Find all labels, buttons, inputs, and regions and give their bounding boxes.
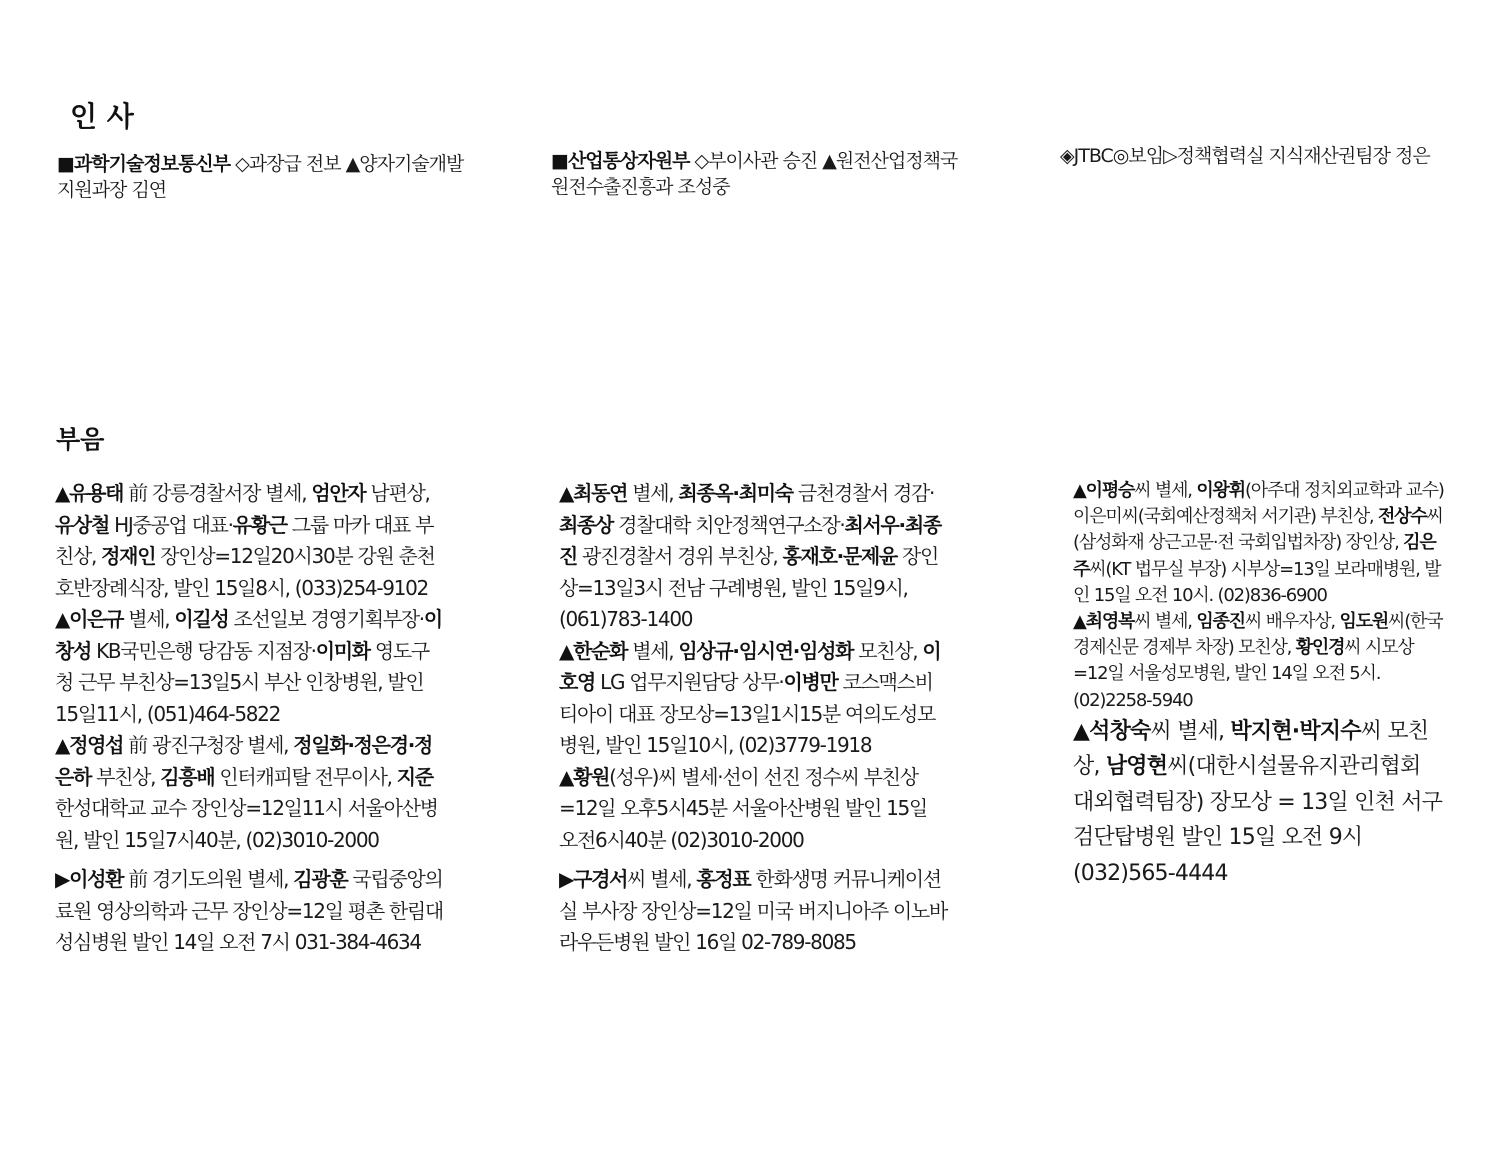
obituary-name: ▲석창숙 [1073, 718, 1151, 744]
obituary-column-1 [55, 478, 443, 959]
obituary-text: (아주대 정치외교학과 교수) 이은미씨(국회예산정책처 서기관) 부친상, [1073, 480, 1444, 528]
obituary-text: 광진경찰서 경위 부친상, [577, 544, 783, 568]
obituary-name: 홍정표 [696, 867, 751, 891]
obituary-entry [1073, 609, 1445, 714]
obituary-text: 별세, [123, 607, 175, 631]
obituary-name: ▶이성환 [55, 867, 124, 891]
insa-column-1 [57, 151, 467, 203]
obituary-column-3 [1073, 478, 1445, 891]
obituary-text: 한화생명 커뮤니케이션실 부사장 장인상=12일 미국 버지니아주 이노바 라우든병원 발인 16일 02-789-8085 [559, 867, 947, 954]
obituary-text: 그룹 마카 대표 부친상, [55, 512, 434, 568]
insa-column-2 [551, 148, 961, 200]
insa-heading: 인 사 [70, 100, 134, 133]
obituary-text: 前 광진구청장 별세, [123, 733, 294, 757]
obituary-entry [559, 864, 949, 959]
obituary-text: 씨 별세, [1150, 718, 1231, 744]
obituary-text: 별세, [627, 481, 679, 505]
obituary-name: 유상철 [55, 512, 110, 537]
obituary-name: 최종상 [559, 512, 614, 537]
obituary-name: 지준 [396, 764, 433, 789]
insa-entry-text: ◇과장급 전보 ▲양자기술개발지원과장 김연 [57, 153, 464, 201]
obituary-name: ▲이은규 [55, 607, 124, 631]
obituary-text: 씨(대한시설물유지관리협회 대외협력팀장) 장모상 = 13일 인천 서구 검단탑병원 발인 15일 오전 9시 (032)565-4444 [1073, 754, 1443, 886]
obituary-text: 인터캐피탈 전무이사, [214, 764, 397, 789]
insa-entry [551, 148, 961, 200]
obituary-name: ▲최영복 [1073, 611, 1135, 633]
obituary-name: 정재인 [101, 544, 156, 568]
obituary-text: KB국민은행 당감동 지점장· [91, 638, 316, 663]
obituary-name: 김흥배 [160, 764, 215, 789]
obituary-column-2 [559, 478, 949, 959]
bueum-heading: 부음 [56, 425, 105, 454]
obituary-text: 씨(KT 법무실 부장) 시부상=13일 보라매병원, 발인 15일 오전 10시. (02)836-6900 [1073, 558, 1441, 606]
obituary-text: 장인상=12일20시30분 강원 춘천 호반장례식장, 발인 15일8시, (033)254-9102 [55, 544, 435, 600]
obituary-name: ▲정영섭 [55, 733, 124, 757]
obituary-name: ▲유용태 [55, 481, 124, 505]
obituary-name: ▲한순화 [559, 638, 628, 663]
obituary-entry [1073, 478, 1445, 609]
obituary-name: 임상규·임시연·임성화 [678, 638, 854, 663]
obituary-name: 이창성 [55, 607, 442, 663]
obituary-name: 이호영 [559, 638, 941, 694]
obituary-text: 국립중앙의료원 영상의학과 근무 장인상=12일 평촌 한림대성심병원 발인 14일 오전 7시 031-384-4634 [55, 867, 443, 954]
insa-entry [1060, 143, 1460, 169]
obituary-text: 장인상=13일3시 전남 구례병원, 발인 15일9시, (061)783-1400 [559, 544, 939, 631]
obituary-name: 전상수 [1377, 506, 1427, 528]
obituary-name: 이미화 [315, 638, 370, 663]
obituary-entry [55, 730, 443, 856]
obituary-text: 前 강릉경찰서장 별세, [123, 481, 312, 505]
obituary-text: 씨(한국경제신문 경제부 차장) 모친상, [1073, 611, 1443, 659]
obituary-name: 최종옥·최미숙 [678, 481, 793, 505]
obituary-text: 남편상, [365, 481, 430, 505]
obituary-name: 홍재호·문제윤 [782, 544, 897, 568]
obituary-text: 前 경기도의원 별세, [123, 867, 294, 891]
obituary-entry [55, 864, 443, 959]
obituary-name: 임종진 [1196, 611, 1245, 633]
obituary-name: 황인경 [1295, 637, 1345, 659]
obituary-name: 정일화·정은경·정은하 [55, 733, 433, 789]
obituary-name: 이길성 [174, 607, 229, 631]
obituary-entry [55, 604, 443, 730]
obituary-name: 김은주 [1073, 532, 1436, 580]
obituary-name: ▶구경서 [559, 867, 628, 891]
obituary-text: LG 업무지원담당 상무· [595, 670, 784, 694]
obituary-name: ▲이평승 [1073, 480, 1135, 501]
insa-department: ■과학기술정보통신부 [57, 153, 231, 175]
obituary-text: 조선일보 경영기획부장· [228, 607, 424, 631]
obituary-name: 임도원 [1339, 611, 1389, 633]
obituary-text: 경찰대학 치안정책연구소장· [613, 512, 845, 537]
obituary-name: ▲황원 [559, 764, 610, 789]
obituary-text: 씨 별세, [627, 867, 697, 891]
obituary-entry [55, 478, 443, 604]
obituary-entry [1073, 714, 1445, 892]
obituary-text: HJ중공업 대표· [109, 512, 233, 537]
insa-entry-text: ◈JTBC◎보임▷정책협력실 지식재산권팀장 정은 [1060, 145, 1430, 167]
obituary-text: 한성대학교 교수 장인상=12일11시 서울아산병원, 발인 15일7시40분, (02)3010-2000 [55, 796, 438, 852]
obituary-text: 씨 배우자상, [1244, 611, 1340, 633]
obituary-text: 씨 시모상=12일 서울성모병원, 발인 14일 오전 5시. (02)2258-5940 [1073, 637, 1414, 711]
insa-department: ■산업통상자원부 [551, 150, 690, 172]
obituary-entry [559, 636, 949, 762]
obituary-name: 김광훈 [293, 867, 348, 891]
obituary-text: 씨 별세, [1134, 611, 1197, 633]
obituary-text: 씨(삼성화재 상근고문·전 국회입법차장) 장인상, [1073, 506, 1443, 554]
obituary-name: 남영현 [1105, 754, 1168, 780]
obituary-entry [559, 478, 949, 636]
obituary-text: 씨 별세, [1134, 480, 1197, 501]
obituary-text: (성우)씨 별세·선이 선진 정수씨 부친상=12일 오후5시45분 서울아산병원 발인 15일 오전6시40분 (02)3010-2000 [559, 764, 927, 852]
insa-entry [57, 151, 467, 203]
obituary-text: 금천경찰서 경감· [792, 481, 935, 505]
obituary-name: 엄안자 [311, 481, 366, 505]
obituary-name: 이왕휘 [1196, 480, 1245, 501]
obituary-text: 부친상, [91, 764, 161, 789]
obituary-text: 코스맥스비티아이 대표 장모상=13일1시15분 여의도성모병원, 발인 15일10시, (02)3779-1918 [559, 670, 936, 757]
insa-entry-text: ◇부이사관 승진 ▲원전산업정책국 원전수출진흥과 조성중 [551, 150, 958, 198]
obituary-name: ▲최동연 [559, 481, 628, 505]
obituary-name: 최서우·최종진 [559, 512, 941, 568]
obituary-name: 유황근 [232, 512, 287, 537]
obituary-name: 이병만 [783, 670, 838, 694]
obituary-name: 박지현·박지수 [1230, 718, 1361, 744]
obituary-text: 별세, [627, 638, 679, 663]
obituary-text: 모친상, [853, 638, 923, 663]
obituary-text: 영도구청 근무 부친상=13일5시 부산 인창병원, 발인 15일11시, (051)464-5822 [55, 638, 429, 726]
obituary-entry [559, 762, 949, 857]
obituary-text: 씨 모친상, [1073, 718, 1429, 780]
insa-column-3 [1060, 143, 1460, 169]
